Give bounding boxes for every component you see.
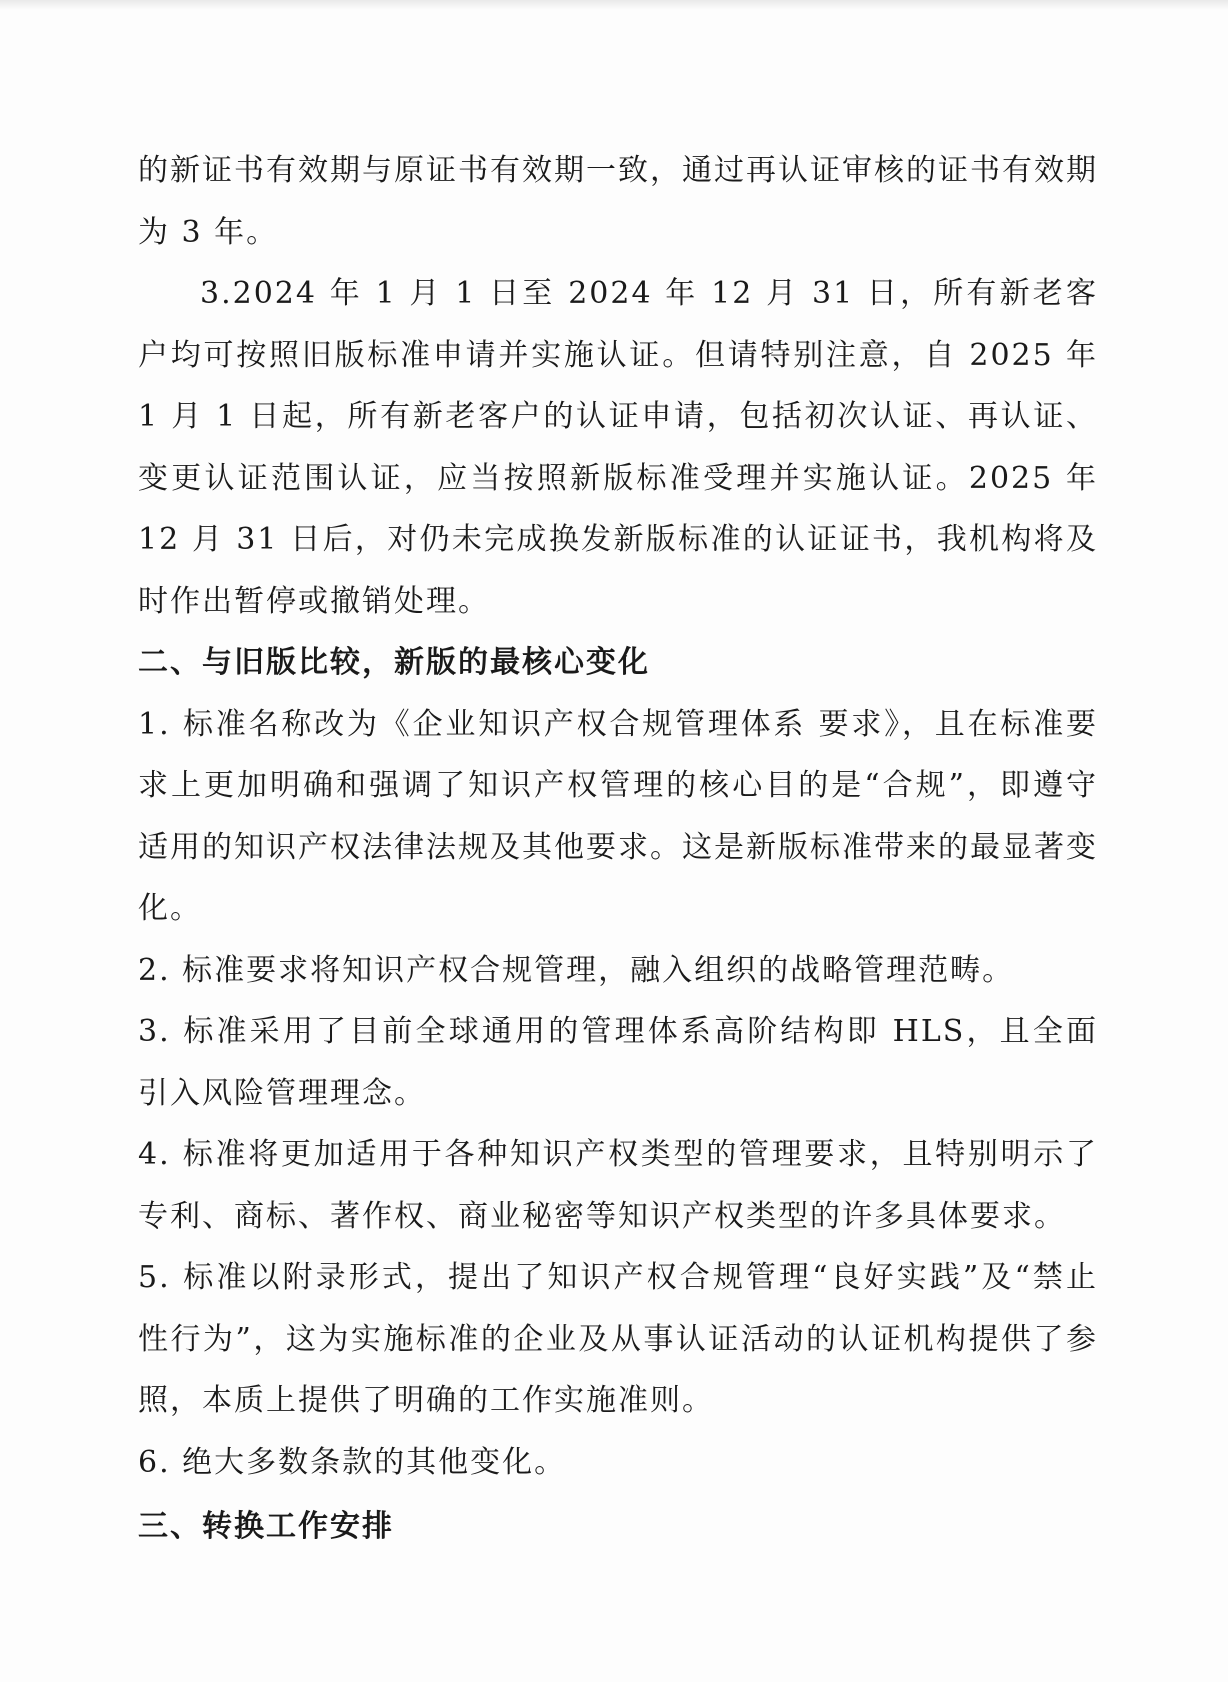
section-heading-transition-arrangement: 三、转换工作安排: [138, 1509, 394, 1544]
list-item-change-1: 1. 标准名称改为《企业知识产权合规管理体系 要求》，且在标准要求上更加明确和强调了知识产权管理的核心目的是“合规”，即遵守适用的知识产权法律法规及其他要求。这是新版标准带来的最显著变化。: [138, 706, 1098, 926]
list-item-change-3: 3. 标准采用了目前全球通用的管理体系高阶结构即 HLS，且全面引入风险管理理念。: [138, 1014, 1098, 1111]
paragraph-certificate-validity: 的新证书有效期与原证书有效期一致，通过再认证审核的证书有效期为 3 年。: [138, 153, 1098, 250]
paragraph-transition-timeline: 3.2024 年 1 月 1 日至 2024 年 12 月 31 日，所有新老客户均可按照旧版标准申请并实施认证。但请特别注意，自 2025 年 1 月 1 日起，所有新老客户的认证申请，包括初次认证、再认证、变更认证范围认证，应当按照新版标准受理并实施认证。2025 年 12 月 31 日后，对仍未完成换发新版标准的认证证书，我机构将及时作出暂停或撤销处理。: [138, 276, 1098, 619]
section-heading-core-changes: 二、与旧版比较，新版的最核心变化: [138, 645, 650, 680]
document-body: [138, 140, 1098, 1558]
list-item-change-4: 4. 标准将更加适用于各种知识产权类型的管理要求，且特别明示了专利、商标、著作权、商业秘密等知识产权类型的许多具体要求。: [138, 1137, 1098, 1234]
list-item-change-2: 2. 标准要求将知识产权合规管理，融入组织的战略管理范畴。: [138, 952, 1015, 988]
list-item-change-5: 5. 标准以附录形式，提出了知识产权合规管理“良好实践”及“禁止性行为”，这为实施标准的企业及从事认证活动的认证机构提供了参照，本质上提供了明确的工作实施准则。: [138, 1260, 1098, 1418]
scan-top-edge: [0, 0, 1228, 10]
list-item-change-6: 6. 绝大多数条款的其他变化。: [138, 1444, 567, 1480]
